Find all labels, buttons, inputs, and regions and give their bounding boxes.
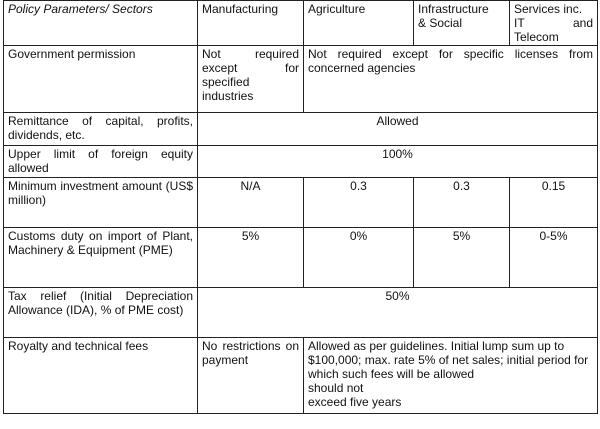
cell-royalty-others-line2: should not (308, 381, 364, 395)
cell-royalty-others-line3: exceed five years (308, 395, 402, 409)
table-row (4, 146, 598, 178)
header-services-line1: Services inc. (514, 2, 583, 16)
cell-customs-duty-infrastructure: 5% (414, 228, 510, 288)
header-infrastructure (414, 1, 510, 46)
cell-royalty-others (304, 338, 598, 414)
policy-table (3, 0, 598, 414)
header-services (510, 1, 598, 46)
cell-minimum-investment-services: 0.15 (510, 178, 598, 228)
cell-customs-duty-agriculture: 0% (304, 228, 414, 288)
cell-customs-duty-services: 0-5% (510, 228, 598, 288)
header-services-line3: Telecom (514, 30, 559, 44)
cell-royalty-others-line1: Allowed as per guidelines. Initial lump sum up to $100,000; max. rate 5% of net sales; initial period for which such fees will be allowed (308, 339, 589, 381)
cell-royalty-manufacturing: No restrictions on payment (198, 338, 304, 414)
cell-minimum-investment-infrastructure: 0.3 (414, 178, 510, 228)
header-infrastructure-line1: Infrastructure (418, 2, 489, 16)
cell-tax-relief-all: 50% (198, 288, 598, 338)
header-services-it: IT (514, 16, 525, 30)
table-row (4, 113, 598, 146)
table-row (4, 228, 598, 288)
row-label-royalty: Royalty and technical fees (4, 338, 198, 414)
row-label-customs-duty: Customs duty on import of Plant, Machinery & Equipment (PME) (4, 228, 198, 288)
header-row (4, 1, 598, 46)
table-row (4, 288, 598, 338)
header-manufacturing: Manufacturing (198, 1, 304, 46)
header-services-and: and (572, 16, 593, 30)
row-label-foreign-equity: Upper limit of foreign equity allowed (4, 146, 198, 178)
header-infrastructure-line2: & Social (418, 16, 463, 30)
row-label-minimum-investment: Minimum investment amount (US$ million) (4, 178, 198, 228)
table-row (4, 46, 598, 113)
cell-foreign-equity-all: 100% (198, 146, 598, 178)
cell-remittance-all: Allowed (198, 113, 598, 146)
header-policy-parameters: Policy Parameters/ Sectors (4, 1, 198, 46)
cell-minimum-investment-agriculture: 0.3 (304, 178, 414, 228)
cell-customs-duty-manufacturing: 5% (198, 228, 304, 288)
header-agriculture: Agriculture (304, 1, 414, 46)
table-row (4, 338, 598, 414)
cell-minimum-investment-manufacturing: N/A (198, 178, 304, 228)
header-services-line2 (514, 16, 593, 30)
row-label-remittance: Remittance of capital, profits, dividends, etc. (4, 113, 198, 146)
cell-government-permission-others: Not required except for specific licenses from concerned agencies (304, 46, 598, 113)
row-label-government-permission: Government permission (4, 46, 198, 113)
row-label-tax-relief: Tax relief (Initial Depreciation Allowance (IDA), % of PME cost) (4, 288, 198, 338)
table-row (4, 178, 598, 228)
cell-government-permission-manufacturing: Not required except for specified industries (198, 46, 304, 113)
